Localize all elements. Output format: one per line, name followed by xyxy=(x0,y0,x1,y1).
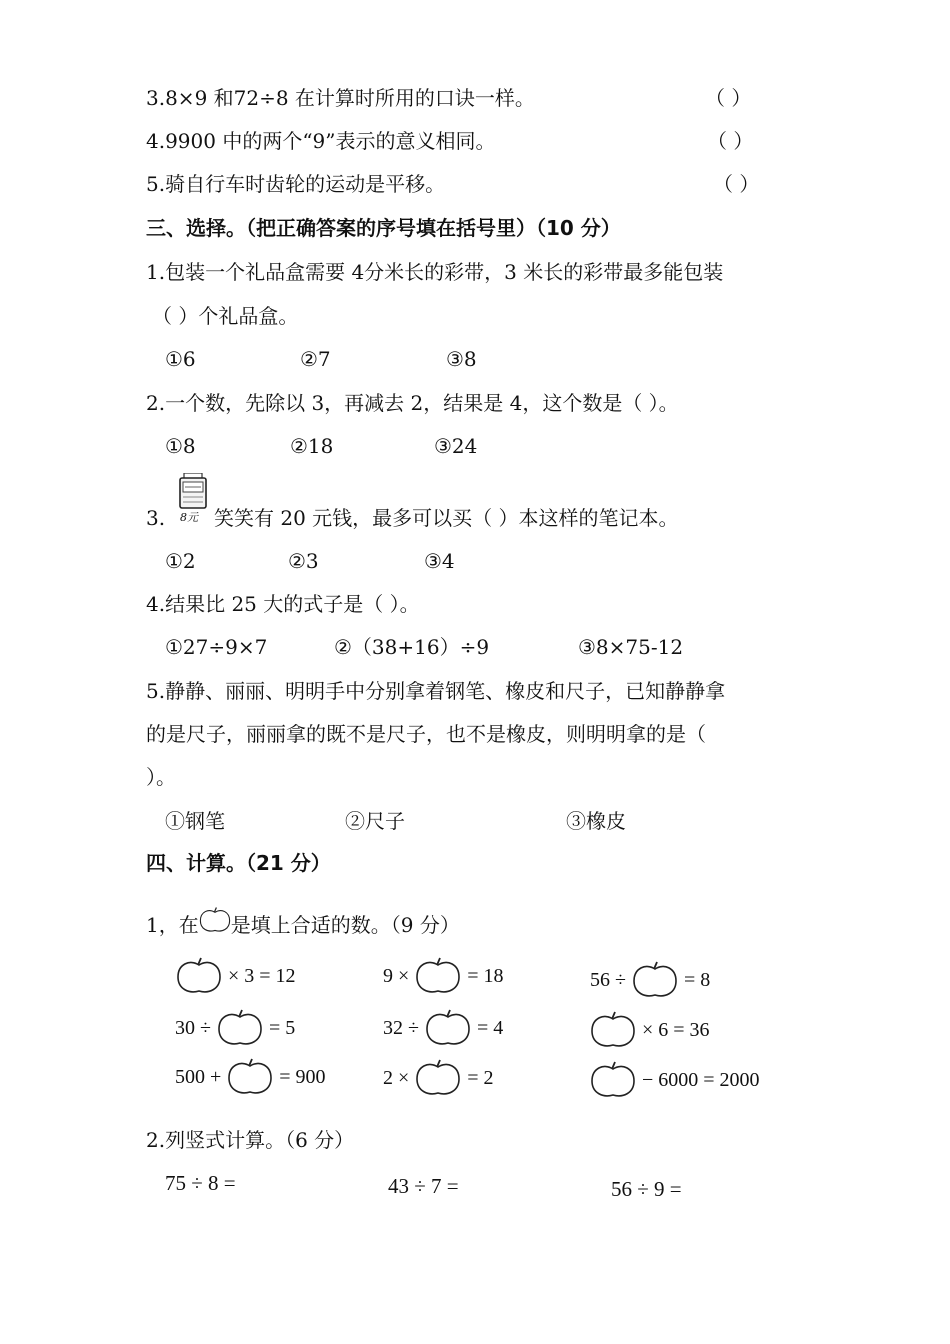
calc-part1-pre: 1，在 xyxy=(146,913,199,937)
apple-equation-5 xyxy=(383,1008,503,1048)
apple-blank-input[interactable] xyxy=(415,1058,461,1098)
judge-answer-paren-4[interactable]: （ ） xyxy=(707,129,754,153)
apple-equation-1 xyxy=(176,956,296,996)
equation-left: 32 ÷ xyxy=(383,1017,419,1039)
apple-blank-input[interactable] xyxy=(415,956,461,996)
apple-blank-input[interactable] xyxy=(425,1008,471,1048)
choice-q3-option-3[interactable]: ③4 xyxy=(424,549,455,573)
choice-q5-line3: ）。 xyxy=(146,765,176,789)
equation-right: × 3 = 12 xyxy=(228,965,296,987)
vertical-calc-2[interactable]: 43 ÷ 7 = xyxy=(388,1174,459,1198)
choice-q4-text: 4.结果比 25 大的式子是（ ）。 xyxy=(146,592,420,616)
judge-item-4: 4.9900 中的两个“9”表示的意义相同。 xyxy=(146,129,496,153)
judge-item-5: 5.骑自行车时齿轮的运动是平移。 xyxy=(146,172,446,196)
equation-left: 9 × xyxy=(383,965,410,987)
calc-part1-post: 是填上合适的数。（9 分） xyxy=(230,913,460,937)
apple-blank-input[interactable] xyxy=(227,1057,273,1097)
apple-equation-4 xyxy=(175,1008,295,1048)
choice-q3-option-2[interactable]: ②3 xyxy=(288,549,319,573)
choice-q1-option-2[interactable]: ②7 xyxy=(300,347,331,371)
apple-blank-input[interactable] xyxy=(176,956,222,996)
choice-q1-option-1[interactable]: ①6 xyxy=(165,347,196,371)
judge-answer-paren-5[interactable]: （ ） xyxy=(713,172,760,196)
choice-q2-option-3[interactable]: ③24 xyxy=(434,434,478,458)
equation-left: 30 ÷ xyxy=(175,1017,211,1039)
section-choice-heading: 三、选择。（把正确答案的序号填在括号里）（10 分） xyxy=(146,216,621,240)
apple-equation-3 xyxy=(590,960,710,1000)
equation-right: = 18 xyxy=(467,965,504,987)
choice-q2-text: 2.一个数，先除以 3，再减去 2，结果是 4，这个数是（ ）。 xyxy=(146,391,679,415)
choice-q5-line2: 的是尺子，丽丽拿的既不是尺子，也不是橡皮，则明明拿的是（ xyxy=(146,722,706,746)
apple-equation-8 xyxy=(383,1058,494,1098)
equation-right: = 4 xyxy=(476,1017,504,1039)
vertical-calc-3[interactable]: 56 ÷ 9 = xyxy=(611,1177,682,1201)
equation-right: × 6 = 36 xyxy=(642,1019,710,1041)
equation-left: 500 + xyxy=(175,1066,222,1088)
apple-equation-6 xyxy=(590,1010,710,1050)
choice-q4-option-1[interactable]: ①27÷9×7 xyxy=(165,635,268,659)
apple-blank-input[interactable] xyxy=(217,1008,263,1048)
apple-equation-9 xyxy=(590,1060,760,1100)
equation-right: = 8 xyxy=(683,969,711,991)
choice-q4-option-2[interactable]: ②（38+16）÷9 xyxy=(334,635,490,659)
apple-blank-input[interactable] xyxy=(590,1060,636,1100)
choice-q3-text: 笑笑有 20 元钱，最多可以买（ ）本这样的笔记本。 xyxy=(214,506,679,530)
apple-icon xyxy=(199,903,231,937)
calc-part1-title xyxy=(146,913,460,937)
judge-item-3: 3.8×9 和72÷8 在计算时所用的口诀一样。 xyxy=(146,86,535,110)
choice-q5-option-2[interactable]: ②尺子 xyxy=(345,809,405,833)
apple-blank-input[interactable] xyxy=(632,960,678,1000)
choice-q3-number: 3. xyxy=(146,506,166,530)
equation-right: − 6000 = 2000 xyxy=(642,1069,760,1091)
notebook-price: 8元 xyxy=(180,511,198,524)
calc-part2-title: 2.列竖式计算。（6 分） xyxy=(146,1128,355,1152)
judge-answer-paren-3[interactable]: （ ） xyxy=(705,86,752,110)
choice-q2-option-1[interactable]: ①8 xyxy=(165,434,196,458)
equation-left: 56 ÷ xyxy=(590,969,626,991)
choice-q5-option-1[interactable]: ①钢笔 xyxy=(165,809,225,833)
apple-equation-7 xyxy=(175,1057,326,1097)
choice-q5-option-3[interactable]: ③橡皮 xyxy=(566,809,626,833)
notebook-icon xyxy=(178,473,208,523)
choice-q1-line2: （ ）个礼品盒。 xyxy=(152,304,299,328)
choice-q5-line1: 5.静静、丽丽、明明手中分别拿着钢笔、橡皮和尺子，已知静静拿 xyxy=(146,679,726,703)
equation-right: = 2 xyxy=(467,1067,494,1089)
choice-q2-option-2[interactable]: ②18 xyxy=(290,434,334,458)
choice-q3-option-1[interactable]: ①2 xyxy=(165,549,196,573)
equation-right: = 900 xyxy=(279,1066,326,1088)
vertical-calc-1[interactable]: 75 ÷ 8 = xyxy=(165,1171,236,1195)
choice-q4-option-3[interactable]: ③8×75-12 xyxy=(578,635,684,659)
section-calc-heading: 四、计算。（21 分） xyxy=(146,851,331,875)
choice-q1-line1: 1.包装一个礼品盒需要 4分米长的彩带，3 米长的彩带最多能包装 xyxy=(146,260,724,284)
equation-right: = 5 xyxy=(268,1017,296,1039)
choice-q1-option-3[interactable]: ③8 xyxy=(446,347,477,371)
apple-equation-2 xyxy=(383,956,504,996)
apple-blank-input[interactable] xyxy=(590,1010,636,1050)
equation-left: 2 × xyxy=(383,1067,410,1089)
